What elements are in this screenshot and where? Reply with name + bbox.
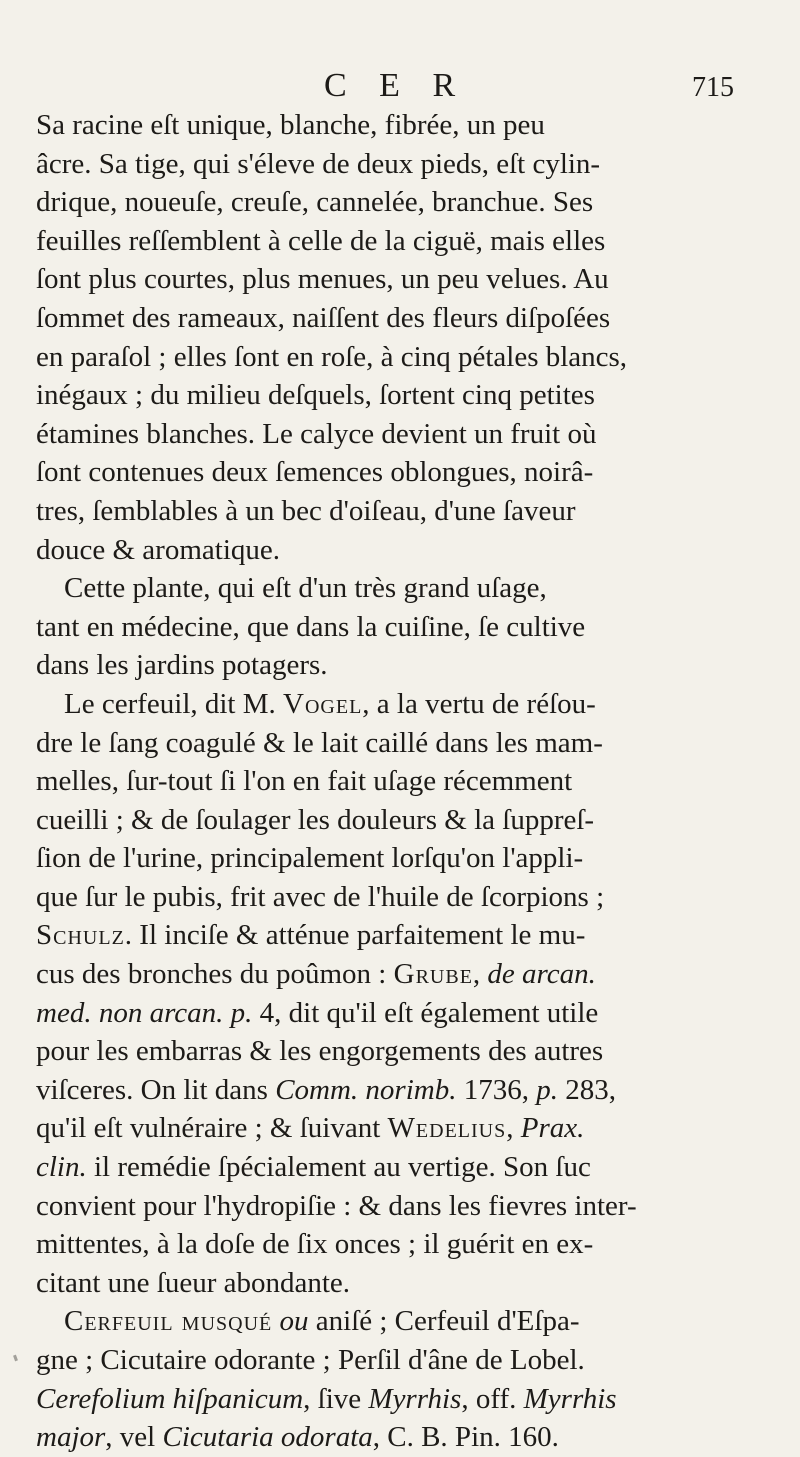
text-line: gne ; Cicutaire odorante ; Perſil d'âne de Lobel. [36, 1344, 585, 1376]
text-line: convient pour l'hydropiſie : & dans les fievres inter- [36, 1189, 637, 1222]
text-line: étamines blanches. Le calyce devient un fruit où [36, 417, 597, 450]
latin-name: Cicutaria odorata [162, 1421, 373, 1454]
author-name-schulz: Schulz [36, 919, 125, 952]
text-line: Cerefolium hiſpanicum, ſive Myrrhis, off. Myrrhis [36, 1382, 617, 1415]
citation-page-label: p. [536, 1073, 558, 1106]
text-line: ſont plus courtes, plus menues, un peu velues. Au [36, 263, 609, 296]
text-line: dre le ſang coagulé & le lait caillé dans les mam- [36, 726, 603, 759]
citation-title: clin. [36, 1151, 87, 1184]
text-line: que ſur le pubis, frit avec de l'huile de ſcorpions ; [36, 880, 605, 913]
text-line: mittentes, à la doſe de ſix onces ; il guérit en ex- [36, 1228, 594, 1261]
text-line: âcre. Sa tige, qui s'éleve de deux pieds, eſt cylin- [36, 147, 601, 180]
text-line: major, vel Cicutaria odorata, C. B. Pin. 160. [36, 1421, 559, 1454]
text-line: inégaux ; du milieu deſquels, ſortent cinq petites [36, 379, 595, 412]
text-line: feuilles reſſemblent à celle de la ciguë, mais elles [36, 224, 606, 257]
text-line: dans les jardins potagers. [36, 649, 328, 682]
text-line: ſommet des rameaux, naiſſent des fleurs diſpoſées [36, 301, 611, 334]
entry-heading: Cerfeuil musqué [64, 1305, 273, 1338]
latin-name: Myrrhis [523, 1382, 617, 1415]
text-line: ſont contenues deux ſemences oblongues, noirâ- [36, 456, 594, 489]
latin-name: Cerefolium hiſpanicum [36, 1382, 304, 1415]
text-line: drique, noueuſe, creuſe, cannelée, branchue. Ses [36, 186, 594, 219]
paragraph-start-line: Le cerfeuil, dit M. Vogel, a la vertu de réſou- [64, 687, 596, 720]
text-line: cueilli ; & de ſoulager les douleurs & la ſuppreſ- [36, 803, 595, 836]
text-line: tant en médecine, que dans la cuiſine, ſe cultive [36, 610, 586, 643]
paper-speck [13, 1355, 18, 1362]
page-header [0, 66, 800, 110]
text-line: pour les embarras & les engorgements des autres [36, 1035, 604, 1068]
text-line: cus des bronches du poûmon : Grube, de arcan. [36, 958, 596, 991]
text-line: Schulz. Il inciſe & atténue parfaitement le mu- [36, 919, 586, 952]
text-line: en paraſol ; elles ſont en roſe, à cinq pétales blancs, [36, 340, 628, 373]
running-head: C E R [324, 67, 468, 104]
text-line: clin. il remédie ſpécialement au vertige. Son ſuc [36, 1151, 591, 1184]
italic-word: ou [279, 1305, 309, 1338]
latin-name: major [36, 1421, 106, 1454]
body-text [36, 106, 766, 1457]
text-line: qu'il eſt vulnéraire ; & ſuivant Wedelius, Prax. [36, 1112, 585, 1145]
author-name-vogel: Vogel [283, 687, 363, 720]
text-line: ſion de l'urine, principalement lorſqu'on l'appli- [36, 842, 584, 875]
paragraph-start-line: Cerfeuil musqué ou aniſé ; Cerfeuil d'Eſpa- [64, 1305, 580, 1338]
text-line: Sa racine eſt unique, blanche, fibrée, un peu [36, 109, 545, 141]
citation-title: de arcan. [487, 958, 596, 991]
text-line: douce & aromatique. [36, 533, 280, 566]
text-line: citant une ſueur abondante. [36, 1266, 351, 1299]
author-name-grube: Grube [393, 958, 473, 991]
page-number: 715 [692, 72, 734, 103]
text-line: tres, ſemblables à un bec d'oiſeau, d'une ſaveur [36, 494, 576, 527]
author-name-wedelius: Wedelius [387, 1112, 507, 1145]
citation-title: Comm. norimb. [275, 1073, 457, 1106]
latin-name: Myrrhis [368, 1382, 462, 1415]
paragraph-start-line: Cette plante, qui eſt d'un très grand uſage, [64, 572, 547, 605]
citation-title: med. non arcan. p. [36, 996, 253, 1029]
text-line: viſceres. On lit dans Comm. norimb. 1736, p. 283, [36, 1073, 616, 1106]
text-line: melles, ſur-tout ſi l'on en fait uſage récemment [36, 765, 573, 798]
text-line: med. non arcan. p. 4, dit qu'il eſt également utile [36, 996, 599, 1029]
citation-title: Prax. [520, 1112, 585, 1145]
